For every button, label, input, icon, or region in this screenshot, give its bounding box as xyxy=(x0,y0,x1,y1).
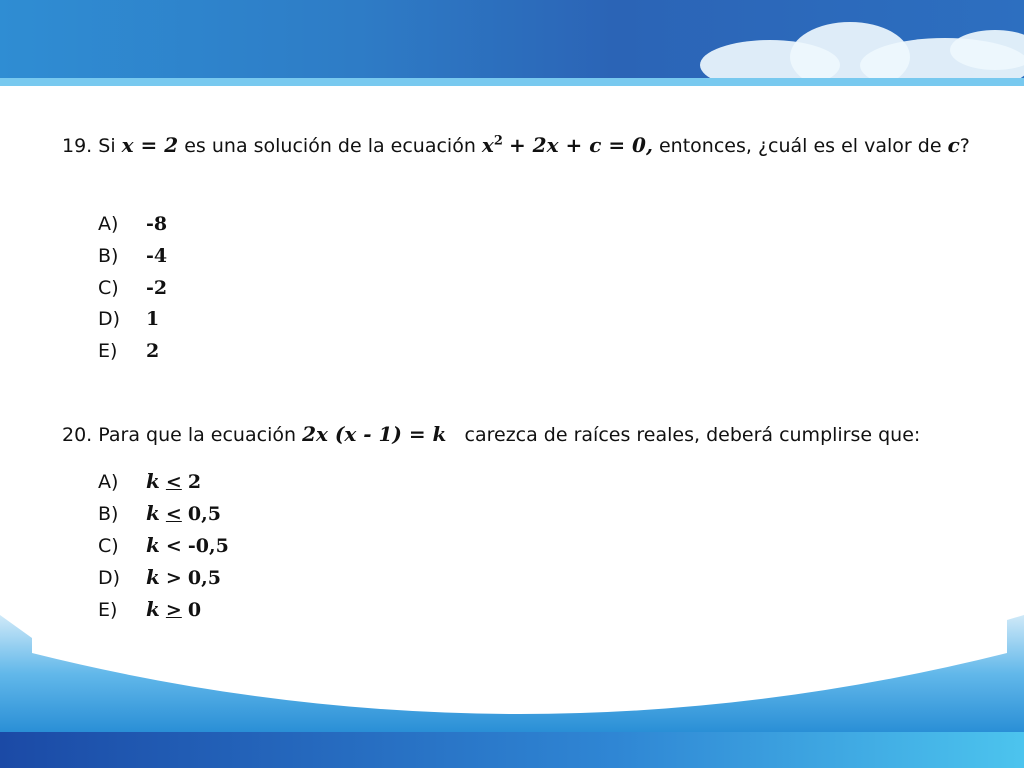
option-value: 0 xyxy=(187,599,202,621)
option-label: D) xyxy=(98,567,121,589)
question-text: carezca de raíces reales, deberá cumplirse que: xyxy=(464,424,921,446)
question-19 xyxy=(62,133,970,157)
option-label: C) xyxy=(98,535,119,557)
option-d xyxy=(98,565,221,589)
option-e xyxy=(98,340,159,362)
question-text: es una solución de la ecuación xyxy=(184,135,476,157)
option-label: C) xyxy=(98,277,119,299)
option-a xyxy=(98,469,201,493)
math-operator: > xyxy=(165,599,182,621)
option-b xyxy=(98,245,167,267)
option-label: B) xyxy=(98,245,119,267)
math-operator: < xyxy=(165,471,182,493)
quiz-content xyxy=(0,86,1024,646)
option-label: E) xyxy=(98,599,118,621)
math-exponent: 2 xyxy=(493,133,503,149)
math-variable: k xyxy=(146,469,160,493)
option-label: A) xyxy=(98,213,119,235)
option-value: -0,5 xyxy=(187,535,229,557)
option-d xyxy=(98,308,159,330)
option-label: A) xyxy=(98,471,119,493)
math-variable: k xyxy=(146,565,160,589)
option-c xyxy=(98,533,229,557)
math-expression: + 2x + c = 0, xyxy=(508,133,653,157)
option-value: 2 xyxy=(187,471,202,493)
top-strip xyxy=(0,78,1024,86)
math-variable: x xyxy=(481,133,494,157)
question-text: Si xyxy=(98,135,116,157)
option-value: -4 xyxy=(146,245,168,267)
math-variable: k xyxy=(146,533,160,557)
option-value: -8 xyxy=(146,213,168,235)
math-variable: k xyxy=(146,501,160,525)
top-banner xyxy=(0,0,1024,78)
math-operator: < xyxy=(165,535,182,557)
option-b xyxy=(98,501,221,525)
option-a xyxy=(98,213,167,235)
question-20 xyxy=(62,422,920,446)
math-variable: c xyxy=(947,133,960,157)
option-label: D) xyxy=(98,308,121,330)
question-text: Para que la ecuación xyxy=(98,424,297,446)
question-number: 19. xyxy=(62,135,93,157)
math-expression: 2x (x - 1) = k xyxy=(302,422,447,446)
option-value: 0,5 xyxy=(187,567,221,589)
question-number: 20. xyxy=(62,424,93,446)
option-value: 1 xyxy=(146,308,160,330)
math-operator: > xyxy=(165,567,182,589)
math-variable: k xyxy=(146,597,160,621)
option-value: 0,5 xyxy=(187,503,221,525)
question-text: entonces, ¿cuál es el valor de xyxy=(658,135,942,157)
question-text: ? xyxy=(959,135,970,157)
option-label: E) xyxy=(98,340,118,362)
math-operator: < xyxy=(165,503,182,525)
option-value: 2 xyxy=(146,340,160,362)
option-c xyxy=(98,277,167,299)
option-label: B) xyxy=(98,503,119,525)
option-value: -2 xyxy=(146,277,168,299)
option-e xyxy=(98,597,201,621)
math-expression: x = 2 xyxy=(121,133,179,157)
